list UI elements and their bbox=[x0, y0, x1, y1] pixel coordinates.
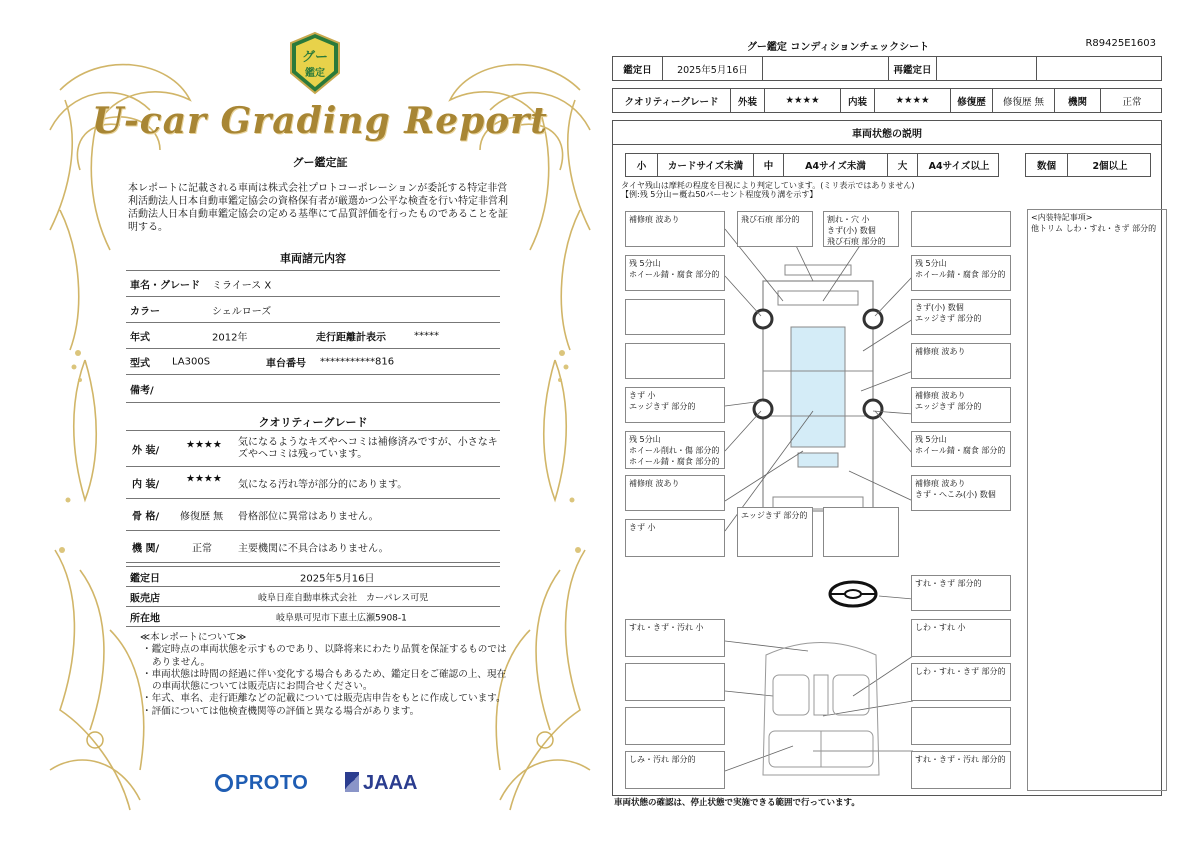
spec-row-remarks bbox=[126, 375, 500, 403]
vehicle-condition-panel bbox=[612, 120, 1162, 796]
spec-label: カラー bbox=[130, 306, 160, 317]
repair-label: 修復歴 bbox=[951, 89, 993, 112]
sheet-date-row bbox=[612, 56, 1162, 81]
quality-label: 外 装/ bbox=[132, 445, 160, 456]
spec-value: ***********816 bbox=[320, 356, 395, 367]
svg-text:グー: グー bbox=[301, 50, 329, 65]
spec-value: シェルローズ bbox=[212, 306, 272, 317]
repair-value: 修復歴 無 bbox=[993, 89, 1055, 112]
appraisal-info-table bbox=[126, 566, 500, 627]
damage-box: 残 5分山 ホイール錆・腐食 部分的 bbox=[625, 255, 725, 291]
damage-box: すれ・きず・汚れ 小 bbox=[625, 619, 725, 657]
spec-label: 車台番号 bbox=[266, 358, 306, 369]
damage-box bbox=[625, 663, 725, 701]
damage-box bbox=[625, 343, 725, 379]
engine-label: 機関 bbox=[1055, 89, 1101, 112]
legend-small: 小 bbox=[626, 154, 658, 176]
tire-note: タイヤ残山は摩耗の程度を目視により判定しています。(ミリ表示ではありません) bbox=[621, 181, 915, 190]
sponsor-logos bbox=[215, 772, 435, 802]
sheet-grade-row bbox=[612, 88, 1162, 113]
quality-stars: ★★★★ bbox=[186, 439, 222, 451]
certificate-intro: 本レポートに記載される車両は株式会社プロトコーポレーションが委託する特定非営利活動法人日本自動車鑑定協会の資格保有者が厳選かつ公平な検査を行い特定非営利活動法人日本自動車鑑定協会の定める基準にて品質評価を行ったものであることを証明する。 bbox=[128, 183, 508, 233]
note-item: ・鑑定時点の車両状態を示すものであり、以降将来にわたり品質を保証するものではありません。 bbox=[142, 644, 507, 668]
info-row-address bbox=[126, 607, 500, 627]
quality-value: 修復歴 無 bbox=[180, 511, 224, 522]
legend-mid-desc: A4サイズ未満 bbox=[784, 154, 888, 176]
info-label: 販売店 bbox=[130, 593, 160, 604]
info-label: 所在地 bbox=[130, 613, 160, 624]
quality-row-exterior bbox=[126, 431, 500, 467]
spec-section-title: 車両諸元内容 bbox=[280, 252, 346, 265]
ext-label: 外装 bbox=[731, 89, 765, 112]
spec-value: 2012年 bbox=[212, 332, 248, 343]
spec-label: 車名・グレード bbox=[130, 280, 200, 291]
damage-box bbox=[625, 707, 725, 745]
int-label: 内装 bbox=[841, 89, 875, 112]
size-legend bbox=[625, 153, 999, 177]
damage-box: きず(小) 数個 エッジきず 部分的 bbox=[911, 299, 1011, 335]
spec-label: 年式 bbox=[130, 332, 150, 343]
legend-mid: 中 bbox=[754, 154, 784, 176]
damage-box: しみ・汚れ 部分的 bbox=[625, 751, 725, 789]
quality-value: 正常 bbox=[192, 543, 212, 554]
spec-row-year bbox=[126, 323, 500, 349]
damage-box bbox=[911, 211, 1011, 247]
quality-label: 内 装/ bbox=[132, 479, 160, 490]
quality-desc: 主要機関に不具合はありません。 bbox=[238, 543, 389, 554]
grading-certificate bbox=[40, 30, 600, 830]
tire-example: 【例:残 5分山＝概ね50パーセント程度残り溝を示す】 bbox=[621, 190, 818, 199]
legend-small-desc: カードサイズ未満 bbox=[658, 154, 754, 176]
int-value: ★★★★ bbox=[875, 89, 951, 112]
reinspect-value bbox=[937, 57, 1037, 80]
jaaa-logo bbox=[345, 772, 417, 795]
proto-logo-text: PROTO bbox=[235, 772, 309, 794]
exterior-car-diagram-icon bbox=[723, 261, 913, 531]
jaaa-mark-icon bbox=[345, 772, 359, 792]
damage-box: エッジきず 部分的 bbox=[737, 507, 813, 557]
info-row-dealer bbox=[126, 587, 500, 607]
damage-box: しわ・すれ・きず 部分的 bbox=[911, 663, 1011, 701]
spec-row-color bbox=[126, 297, 500, 323]
quality-desc: 気になるようなキズやヘコミは補修済みですが、小さなキズやヘコミは残っています。 bbox=[238, 436, 498, 460]
sheet-title: グー鑑定 コンディションチェックシート bbox=[746, 42, 930, 53]
quality-desc: 気になる汚れ等が部分的にあります。 bbox=[238, 479, 408, 490]
interior-notes-box: <内装特記事項> 他トリム しわ・すれ・きず 部分的 bbox=[1027, 209, 1167, 791]
damage-box: 補修痕 波あり きず・へこみ(小) 数個 bbox=[911, 475, 1011, 511]
damage-box: 補修痕 波あり エッジきず 部分的 bbox=[911, 387, 1011, 423]
legend-count-desc: 2個以上 bbox=[1092, 161, 1128, 172]
spec-table bbox=[126, 270, 500, 403]
info-value: 岐阜日産自動車株式会社 カーパレス可児 bbox=[258, 593, 429, 603]
goo-appraisal-badge-icon bbox=[287, 31, 343, 97]
report-script-title: U-car Grading Report bbox=[92, 100, 548, 142]
damage-box: 残 5分山 ホイール削れ・傷 部分的 ホイール錆・腐食 部分的 bbox=[625, 431, 725, 469]
count-legend bbox=[1025, 153, 1151, 177]
damage-box: 補修痕 波あり bbox=[911, 343, 1011, 379]
spec-row-model bbox=[126, 349, 500, 375]
spec-value: ミライース X bbox=[212, 280, 272, 291]
damage-box bbox=[911, 707, 1011, 745]
notes-title: ≪本レポートについて≫ bbox=[140, 632, 247, 643]
legend-large: 大 bbox=[888, 154, 918, 176]
damage-box: きず 小 エッジきず 部分的 bbox=[625, 387, 725, 423]
damage-box: 割れ・穴 小 きず(小) 数個 飛び石痕 部分的 bbox=[823, 211, 899, 247]
quality-label: 機 関/ bbox=[132, 543, 160, 554]
ext-value: ★★★★ bbox=[765, 89, 841, 112]
damage-box: 補修痕 波あり bbox=[625, 475, 725, 511]
info-label: 鑑定日 bbox=[130, 573, 160, 584]
date-blank bbox=[763, 57, 889, 80]
damage-box: きず 小 bbox=[625, 519, 725, 557]
condition-section-title: 車両状態の説明 bbox=[613, 121, 1161, 145]
note-item: ・年式、車名、走行距離などの記載については販売店申告をもとに作成しています。 bbox=[142, 693, 506, 705]
date-label: 鑑定日 bbox=[613, 57, 663, 80]
spec-value: ***** bbox=[414, 330, 439, 341]
spec-label: 型式 bbox=[130, 358, 150, 369]
reinspect-label: 再鑑定日 bbox=[889, 57, 937, 80]
certificate-subtitle: グー鑑定証 bbox=[292, 156, 348, 169]
proto-mark-icon bbox=[215, 774, 233, 792]
legend-large-desc: A4サイズ以上 bbox=[928, 161, 990, 172]
damage-box: すれ・きず・汚れ 部分的 bbox=[911, 751, 1011, 789]
spec-label: 走行距離計表示 bbox=[316, 332, 386, 343]
legend-count: 数個 bbox=[1026, 154, 1068, 176]
damage-box: 補修痕 波あり bbox=[625, 211, 725, 247]
quality-desc: 骨格部位に異常はありません。 bbox=[238, 511, 379, 522]
proto-logo bbox=[215, 772, 308, 795]
quality-row-interior bbox=[126, 467, 500, 499]
quality-label: 骨 格/ bbox=[132, 511, 160, 522]
engine-value: 正常 bbox=[1122, 96, 1142, 108]
sheet-id: R89425E1603 bbox=[1085, 38, 1156, 49]
spec-label: 備考/ bbox=[130, 385, 154, 396]
jaaa-logo-text: JAAA bbox=[363, 772, 418, 794]
quality-table bbox=[126, 430, 500, 563]
info-row-date bbox=[126, 567, 500, 587]
condition-check-sheet bbox=[608, 30, 1168, 820]
damage-box: 飛び石痕 部分的 bbox=[737, 211, 813, 247]
damage-box: 残 5分山 ホイール錆・腐食 部分的 bbox=[911, 255, 1011, 291]
damage-box: しわ・すれ 小 bbox=[911, 619, 1011, 657]
grade-label: クオリティーグレード bbox=[613, 89, 731, 112]
date-value: 2025年5月16日 bbox=[663, 57, 763, 80]
damage-box bbox=[823, 507, 899, 557]
damage-box bbox=[625, 299, 725, 335]
damage-box: すれ・きず 部分的 bbox=[911, 575, 1011, 611]
sheet-footer-note: 車両状態の確認は、停止状態で実施できる範囲で行っています。 bbox=[614, 798, 860, 808]
info-value: 岐阜県可児市下恵土広瀬5908-1 bbox=[276, 613, 407, 623]
quality-row-frame bbox=[126, 499, 500, 531]
steering-wheel-icon bbox=[827, 579, 879, 609]
note-item: ・評価については他検査機関等の評価と異なる場合があります。 bbox=[142, 705, 420, 717]
quality-row-engine bbox=[126, 531, 500, 563]
spec-row-name bbox=[126, 271, 500, 297]
report-notes bbox=[140, 632, 510, 718]
svg-text:鑑定: 鑑定 bbox=[305, 68, 325, 79]
interior-car-diagram-icon bbox=[751, 635, 891, 785]
info-value: 2025年5月16日 bbox=[300, 573, 375, 584]
damage-box: 残 5分山 ホイール錆・腐食 部分的 bbox=[911, 431, 1011, 467]
spec-value: LA300S bbox=[172, 356, 211, 367]
quality-section-title: クオリティーグレード bbox=[258, 416, 368, 429]
note-item: ・車両状態は時間の経過に伴い変化する場合もあるため、鑑定日をご確認の上、現在の車両状態については販売店にお問合せください。 bbox=[142, 668, 507, 693]
quality-stars: ★★★★ bbox=[186, 473, 222, 485]
